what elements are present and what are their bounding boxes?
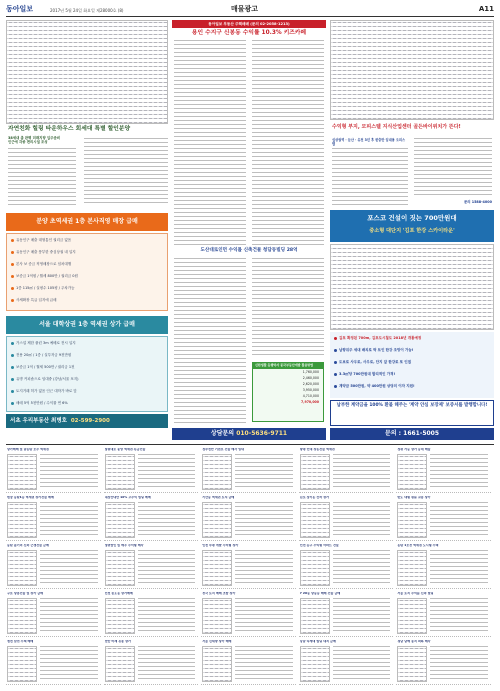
center-listings-right [252, 40, 324, 245]
listing-title: 정부천안 기념로 건물 매각 임대 [202, 448, 245, 451]
listing-cell [6, 448, 101, 493]
apartment-complex-photo [330, 244, 494, 330]
listing-title: 동탄 1호선 역세권 도시형 주택 [397, 544, 439, 547]
table-row: 2,620,000 [302, 381, 319, 386]
listing-cell [104, 496, 199, 541]
table-row: 3,950,000 [302, 387, 319, 392]
listing-photo [397, 502, 427, 538]
table-row: 2,460,000 [302, 375, 319, 380]
posco-item: 계약금 500만원, 약 400만원 상당의 이자 지원! [334, 384, 415, 388]
listing-body-text [138, 502, 196, 538]
listing-body-text [235, 598, 293, 634]
listing-cell [201, 640, 296, 685]
listing-photo [300, 646, 330, 682]
posco-ad-banner [330, 210, 494, 242]
store-ad-box [6, 233, 168, 311]
listing-body-text [235, 550, 293, 586]
listing-title: 강남 다세대 빌딩 대지 급매 [299, 640, 336, 643]
listing-cell [6, 640, 101, 685]
listing-photo [202, 598, 232, 634]
store-ad-item: 유동인구 매출 풍부한 중심상권 내 입지 [11, 250, 76, 254]
campus-ad-item: 보증금 1억 / 월세 500만 / 권리금 1천 [11, 365, 74, 369]
townhouse-body-text-2 [84, 138, 168, 206]
office-body-text-2 [414, 138, 492, 198]
office-building-photo [330, 20, 494, 120]
listing-body-text [138, 598, 196, 634]
listing-title: 정면법인 및 매우 수익형 매각 [104, 544, 144, 547]
listing-cell [396, 592, 491, 637]
table-row: 4,710,000 [302, 393, 319, 398]
campus-ad-item: 토지거래 허가 없음 인근 대학가 바로 앞 [11, 389, 77, 393]
center-table-title: 신한생활 동행약사 중국부동산개발 활용방법 [253, 363, 323, 369]
listing-photo [397, 598, 427, 634]
store-ad-item: 1층 115㎡ / 실평수 105평 / 주차가능 [11, 286, 75, 290]
issue-date: 2017년 5월 24일 화요일 제28000호 (8) [50, 8, 124, 13]
listing-body-text [430, 646, 488, 682]
office-ad-title: 수익형 부지, 모피스텔 지식산업센터 골든바이위치가 뜬다! [332, 124, 461, 130]
store-ad-title: 분양 초역세권 1층 본사직영 매장 급매 [6, 213, 168, 231]
listing-photo [7, 454, 37, 490]
center-listings-left [174, 40, 246, 245]
office-body-text [332, 148, 408, 206]
campus-ad-footer: 서초 우리부동산 최병호 02-599-2900 [6, 414, 168, 428]
center-listings-left-2 [174, 258, 246, 426]
listing-photo [202, 454, 232, 490]
listing-title: 기산동 역세권 토지 급매 [202, 496, 235, 499]
listing-photo [300, 502, 330, 538]
posco-phone: 문의 : 1661-5005 [330, 428, 494, 440]
listing-body-text [430, 502, 488, 538]
store-ad-item: 유동인구 매출 대형통인 권리금 없음 [11, 238, 71, 242]
listing-body-text [430, 454, 488, 490]
listing-title: 정평 가능 상가 동네 매물 [397, 448, 431, 451]
listing-photo [397, 550, 427, 586]
listing-photo [202, 502, 232, 538]
campus-ad-item: 유명 커피숍으로 임대중 (강남/서울 포지) [11, 377, 78, 381]
listing-body-text [333, 646, 391, 682]
listing-photo [105, 502, 135, 538]
listing-body-text [333, 550, 391, 586]
listing-title: 동탄 불기리 신축 근생건물 급매 [7, 544, 49, 547]
listing-body-text [40, 454, 98, 490]
store-ad-item: 보증금 1억원 / 월세 800만 / 권리금 0원 [11, 274, 78, 278]
listing-body-text [333, 502, 391, 538]
listing-body-text [40, 646, 98, 682]
posco-ad-items [330, 332, 494, 398]
campus-ad-phone: 02-599-2900 [70, 418, 110, 424]
campus-ad-item: 가스업 제한 풀린 3m 예배로 전시 입지 [11, 341, 76, 345]
center-mid-headline: 도산대로인먼 수익률 신축건물 청담동빌딩 28억 [200, 248, 298, 253]
listing-cell [396, 448, 491, 493]
campus-ad-title: 서울 대학상권 1층 역세권 상가 급매 [6, 316, 168, 334]
posco-item: 도보로 사우로, 사우로, 단지 앞 한강로 또 인접 [334, 360, 411, 364]
listing-body-text [235, 502, 293, 538]
center-banner: 동아일보 부동산 주택매매 (문의 02-2058-1213) [172, 20, 326, 28]
posco-item: 남향위주 세대 배치로 탁 트인 한강 조망이 가능! [334, 348, 413, 352]
listing-cell [396, 640, 491, 685]
listing-title: 서울 토지 수익률 신축 빌딩 [397, 592, 434, 595]
newspaper-logo: 동아일보 [6, 5, 34, 13]
listing-cell [299, 640, 394, 685]
listing-cell [201, 448, 296, 493]
page-header [6, 3, 494, 17]
listing-cell [6, 592, 101, 637]
listing-body-text [138, 646, 196, 682]
listing-photo [105, 646, 135, 682]
listing-cell [299, 592, 394, 637]
listing-photo [397, 454, 427, 490]
listing-title: 현장 동탄1동 역세권 상가건물 매매 [7, 496, 54, 499]
listing-body-text [40, 502, 98, 538]
listing-photo [7, 646, 37, 682]
listing-cell [299, 544, 394, 589]
listing-photo [300, 550, 330, 586]
listing-title: 창원대로 중앙 역세권 특급건물 [104, 448, 146, 451]
listing-body-text [333, 454, 391, 490]
center-headline: 용인 수지구 신봉동 수익률 10.3% 키즈카페 [191, 30, 307, 36]
listing-cell [104, 448, 199, 493]
posco-guarantee [330, 400, 494, 426]
posco-ad-subtitle: 중소형 대단지 '김포 한강 스카이타운' [369, 228, 455, 234]
contact-label: 상담문의 [210, 430, 235, 437]
center-listings-right-2 [252, 258, 324, 358]
listing-title: 천안 미래 유통 상가 [104, 640, 131, 643]
townhouse-ad-title: 자연친화 힐링 타운하우스 회세대 특별 할인분양 [8, 126, 131, 132]
center-table-box [252, 362, 324, 422]
posco-item: 3.3㎡당 700만원대 합리적인 가격! [334, 372, 395, 376]
listing-title: 인천 동구 수익형 아파트 건물 [299, 544, 339, 547]
listing-title: 인천 송도동 상가매매 [104, 592, 133, 595]
listing-title: 김포 장기동 산자 상가 [299, 496, 330, 499]
campus-ad-item: 매매 5억 5천만원 / 수익률 연 6% [11, 401, 68, 405]
listing-cell [104, 592, 199, 637]
listing-photo [7, 598, 37, 634]
listing-photo [202, 550, 232, 586]
campus-ad-box [6, 336, 168, 412]
store-ad-item: 본사 보 증금 직영매장으로 임차대행 [11, 262, 71, 266]
listing-photo [397, 646, 427, 682]
page-number: A11 [478, 5, 494, 13]
table-row: 1,760,000 [302, 369, 319, 374]
townhouse-photo [6, 20, 168, 124]
listing-title: 인천 부평 개발 수익형 상가 [202, 544, 239, 547]
listing-cell [299, 496, 394, 541]
listing-title: 서울 신대방 상가 매매 [202, 640, 232, 643]
listing-photo [105, 454, 135, 490]
listing-cell [201, 592, 296, 637]
listing-body-text [430, 598, 488, 634]
listing-cell [104, 640, 199, 685]
listing-body-text [235, 454, 293, 490]
posco-guarantee-text: 납부한 계약금을 100% 환불 해주는 '계약 안심 보장제' 보증서를 발행합니다! [336, 403, 488, 408]
townhouse-ad-subtitle: 38세대 총 완벽 미래지향 입주준비 인근에 각종 편의시설 조성 [8, 136, 61, 145]
listing-body-text [333, 598, 391, 634]
listing-title: 구로 상봉건물 및 상가 급매 [7, 592, 44, 595]
listing-cell [396, 544, 491, 589]
listing-cell [201, 544, 296, 589]
office-ad-subtitle: 실상권역 · 둔산 · 유천 3년 후 한층만 임대용 오피스텔 [332, 138, 406, 146]
listing-body-text [138, 550, 196, 586]
center-contact-bar [172, 428, 326, 440]
contact-phone: 010-5636-9711 [236, 430, 288, 437]
store-ad-item: 사세확장 특급 입지에 급매 [11, 298, 57, 302]
listing-title: 전국 토지 매매 조합 상가 [202, 592, 236, 595]
townhouse-body-text [8, 148, 76, 206]
listing-body-text [40, 598, 98, 634]
listing-cell [6, 496, 101, 541]
listing-photo [7, 502, 37, 538]
listing-body-text [235, 646, 293, 682]
listing-title: 양평 인대 상동건물 역세권 [299, 448, 335, 451]
listing-cell [299, 448, 394, 493]
listing-body-text [40, 550, 98, 586]
listing-photo [105, 550, 135, 586]
section-title: 매물광고 [231, 5, 259, 13]
section-divider [6, 444, 494, 445]
posco-item: 김포 확정된 700m, 김포도시철도 2018년 개통예정 [334, 336, 421, 340]
listing-cell [201, 496, 296, 541]
listing-title: 청천 삼전 주택 매매 [7, 640, 34, 643]
listing-cell [104, 544, 199, 589]
posco-ad-title: 포스코 건설이 짓는 700만원대 [367, 214, 457, 222]
campus-ad-item: 전용 20㎡ / 1층 / 실투자금 9천만원 [11, 353, 71, 357]
listing-photo [7, 550, 37, 586]
listing-body-text [430, 550, 488, 586]
listing-title: 경남 남해 농지 최하 매각 [397, 640, 431, 643]
listing-title: 상가매매 및 남동탄 호수 역세권 [7, 448, 49, 451]
listing-photo [300, 598, 330, 634]
office-ad-phone: 문의 1588-4000 [463, 200, 492, 204]
listing-title: 반도 대형 원룸 교통 상가 [397, 496, 431, 499]
listing-title: 내장산내안 10% 고수익 빌딩 매매 [104, 496, 151, 499]
table-row: 7,970,000 [301, 399, 319, 404]
listing-body-text [138, 454, 196, 490]
listing-title: 7 20동 상동동 매매 건물 급매 [299, 592, 341, 595]
listing-cell [396, 496, 491, 541]
listing-photo [300, 454, 330, 490]
listing-cell [6, 544, 101, 589]
listing-photo [105, 598, 135, 634]
listing-photo [202, 646, 232, 682]
